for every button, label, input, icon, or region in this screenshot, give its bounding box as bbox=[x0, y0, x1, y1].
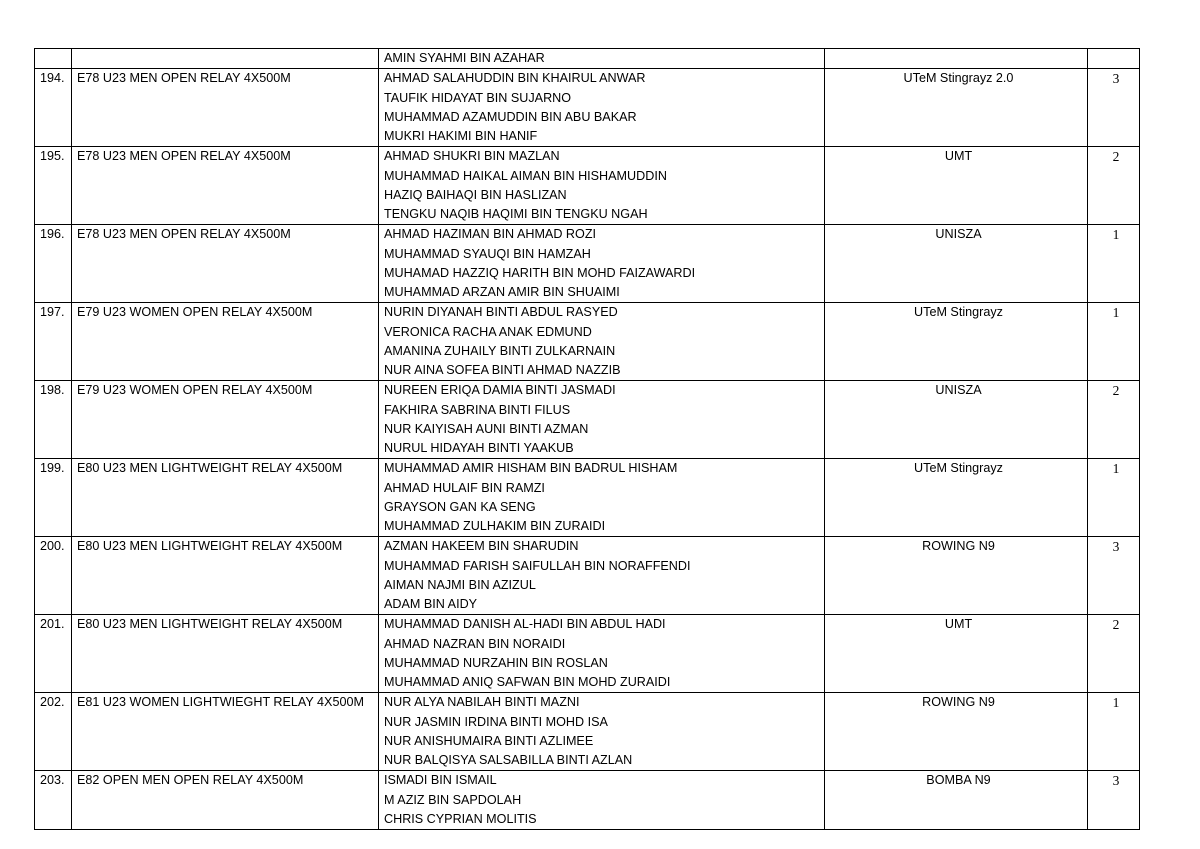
crew-member-name: MUHAMMAD FARISH SAIFULLAH BIN NORAFFENDI bbox=[384, 558, 691, 573]
placing-cell: 2 bbox=[1088, 615, 1140, 693]
event-cell: E82 OPEN MEN OPEN RELAY 4X500M bbox=[72, 771, 379, 830]
table-row bbox=[35, 381, 1140, 459]
team-cell: UTeM Stingrayz 2.0 bbox=[825, 69, 1088, 147]
team-cell: UMT bbox=[825, 147, 1088, 225]
table-row bbox=[35, 537, 1140, 615]
team-cell bbox=[825, 49, 1088, 69]
event-cell bbox=[72, 49, 379, 69]
table-row bbox=[35, 615, 1140, 693]
row-number-cell: 202. bbox=[35, 693, 72, 771]
event-cell: E80 U23 MEN LIGHTWEIGHT RELAY 4X500M bbox=[72, 615, 379, 693]
crew-member-name: MUHAMMAD NURZAHIN BIN ROSLAN bbox=[384, 655, 608, 670]
row-number-cell: 195. bbox=[35, 147, 72, 225]
crew-member-name: TAUFIK HIDAYAT BIN SUJARNO bbox=[384, 90, 572, 105]
crew-member-name: AIMAN NAJMI BIN AZIZUL bbox=[384, 577, 536, 592]
results-table bbox=[34, 48, 1140, 830]
crew-member-name: MUHAMMAD DANISH AL-HADI BIN ABDUL HADI bbox=[384, 617, 666, 632]
event-cell: E81 U23 WOMEN LIGHTWIEGHT RELAY 4X500M bbox=[72, 693, 379, 771]
crew-member-name: MUKRI HAKIMI BIN HANIF bbox=[384, 129, 538, 143]
crew-member-name: NURUL HIDAYAH BINTI YAAKUB bbox=[384, 441, 574, 455]
team-cell: BOMBA N9 bbox=[825, 771, 1088, 830]
crew-member-name: NUR JASMIN IRDINA BINTI MOHD ISA bbox=[384, 714, 608, 729]
placing-cell: 3 bbox=[1088, 537, 1140, 615]
team-cell: UMT bbox=[825, 615, 1088, 693]
table-row bbox=[35, 693, 1140, 771]
table-row bbox=[35, 69, 1140, 147]
placing-cell: 2 bbox=[1088, 147, 1140, 225]
crew-member-name: CHRIS CYPRIAN MOLITIS bbox=[384, 811, 537, 826]
placing-cell: 1 bbox=[1088, 693, 1140, 771]
row-number-cell: 198. bbox=[35, 381, 72, 459]
crew-member-name: NUREEN ERIQA DAMIA BINTI JASMADI bbox=[384, 383, 616, 398]
placing-cell: 3 bbox=[1088, 771, 1140, 830]
crew-member-name: NUR ANISHUMAIRA BINTI AZLIMEE bbox=[384, 733, 594, 748]
placing-cell: 1 bbox=[1088, 459, 1140, 537]
row-number-cell: 203. bbox=[35, 771, 72, 830]
crew-names-cell bbox=[379, 693, 825, 771]
table-row bbox=[35, 147, 1140, 225]
crew-member-name: AHMAD NAZRAN BIN NORAIDI bbox=[384, 636, 566, 651]
placing-cell bbox=[1088, 49, 1140, 69]
crew-member-name: MUHAMMAD HAIKAL AIMAN BIN HISHAMUDDIN bbox=[384, 168, 667, 183]
table-row-carry-over bbox=[35, 49, 1140, 69]
placing-cell: 3 bbox=[1088, 69, 1140, 147]
crew-member-name: MUHAMMAD ARZAN AMIR BIN SHUAIMI bbox=[384, 285, 620, 299]
crew-names-cell bbox=[379, 459, 825, 537]
crew-names-cell bbox=[379, 147, 825, 225]
crew-names-cell bbox=[379, 225, 825, 303]
event-cell: E79 U23 WOMEN OPEN RELAY 4X500M bbox=[72, 381, 379, 459]
crew-member-name: NUR KAIYISAH AUNI BINTI AZMAN bbox=[384, 421, 589, 436]
crew-member-name: ADAM BIN AIDY bbox=[384, 597, 478, 611]
crew-member-name: NURIN DIYANAH BINTI ABDUL RASYED bbox=[384, 305, 618, 320]
event-cell: E78 U23 MEN OPEN RELAY 4X500M bbox=[72, 225, 379, 303]
placing-cell: 2 bbox=[1088, 381, 1140, 459]
team-cell: UTeM Stingrayz bbox=[825, 303, 1088, 381]
crew-names-cell bbox=[379, 303, 825, 381]
results-table-body bbox=[35, 49, 1140, 830]
crew-member-name: AMIN SYAHMI BIN AZAHAR bbox=[384, 51, 545, 65]
crew-member-name: MUHAMAD HAZZIQ HARITH BIN MOHD FAIZAWARDI bbox=[384, 265, 696, 280]
crew-member-name: NUR BALQISYA SALSABILLA BINTI AZLAN bbox=[384, 753, 633, 767]
crew-member-name: AZMAN HAKEEM BIN SHARUDIN bbox=[384, 539, 579, 554]
crew-member-name: M AZIZ BIN SAPDOLAH bbox=[384, 792, 522, 807]
team-cell: ROWING N9 bbox=[825, 693, 1088, 771]
row-number-cell: 199. bbox=[35, 459, 72, 537]
row-number-cell: 201. bbox=[35, 615, 72, 693]
crew-member-name: MUHAMMAD AZAMUDDIN BIN ABU BAKAR bbox=[384, 109, 637, 124]
crew-names-cell bbox=[379, 615, 825, 693]
table-row bbox=[35, 459, 1140, 537]
event-cell: E78 U23 MEN OPEN RELAY 4X500M bbox=[72, 147, 379, 225]
event-cell: E80 U23 MEN LIGHTWEIGHT RELAY 4X500M bbox=[72, 537, 379, 615]
crew-names-cell bbox=[379, 537, 825, 615]
row-number-cell: 197. bbox=[35, 303, 72, 381]
table-row bbox=[35, 771, 1140, 830]
event-cell: E78 U23 MEN OPEN RELAY 4X500M bbox=[72, 69, 379, 147]
crew-member-name: AHMAD HULAIF BIN RAMZI bbox=[384, 480, 545, 495]
crew-member-name: AHMAD SALAHUDDIN BIN KHAIRUL ANWAR bbox=[384, 71, 646, 86]
team-cell: UNISZA bbox=[825, 381, 1088, 459]
crew-member-name: VERONICA RACHA ANAK EDMUND bbox=[384, 324, 592, 339]
crew-member-name: GRAYSON GAN KA SENG bbox=[384, 499, 536, 514]
team-cell: UNISZA bbox=[825, 225, 1088, 303]
crew-member-name: MUHAMMAD ANIQ SAFWAN BIN MOHD ZURAIDI bbox=[384, 675, 671, 689]
crew-member-name: FAKHIRA SABRINA BINTI FILUS bbox=[384, 402, 571, 417]
event-cell: E80 U23 MEN LIGHTWEIGHT RELAY 4X500M bbox=[72, 459, 379, 537]
placing-cell: 1 bbox=[1088, 303, 1140, 381]
crew-names-cell bbox=[379, 381, 825, 459]
crew-member-name: MUHAMMAD ZULHAKIM BIN ZURAIDI bbox=[384, 519, 606, 533]
crew-member-name: NUR ALYA NABILAH BINTI MAZNI bbox=[384, 695, 580, 710]
crew-member-name: AHMAD SHUKRI BIN MAZLAN bbox=[384, 149, 560, 164]
crew-member-name: HAZIQ BAIHAQI BIN HASLIZAN bbox=[384, 187, 567, 202]
row-number-cell: 196. bbox=[35, 225, 72, 303]
table-row bbox=[35, 225, 1140, 303]
table-row bbox=[35, 303, 1140, 381]
placing-cell: 1 bbox=[1088, 225, 1140, 303]
crew-names-cell bbox=[379, 69, 825, 147]
row-number-cell: 194. bbox=[35, 69, 72, 147]
crew-member-name: MUHAMMAD AMIR HISHAM BIN BADRUL HISHAM bbox=[384, 461, 678, 476]
crew-member-name: ISMADI BIN ISMAIL bbox=[384, 773, 497, 788]
row-number-cell: 200. bbox=[35, 537, 72, 615]
event-cell: E79 U23 WOMEN OPEN RELAY 4X500M bbox=[72, 303, 379, 381]
crew-names-cell bbox=[379, 771, 825, 830]
team-cell: UTeM Stingrayz bbox=[825, 459, 1088, 537]
crew-member-name: TENGKU NAQIB HAQIMI BIN TENGKU NGAH bbox=[384, 207, 648, 221]
crew-member-name: AHMAD HAZIMAN BIN AHMAD ROZI bbox=[384, 227, 597, 242]
crew-member-name: MUHAMMAD SYAUQI BIN HAMZAH bbox=[384, 246, 591, 261]
crew-names-cell bbox=[379, 49, 825, 69]
team-cell: ROWING N9 bbox=[825, 537, 1088, 615]
row-number-cell bbox=[35, 49, 72, 69]
crew-member-name: AMANINA ZUHAILY BINTI ZULKARNAIN bbox=[384, 343, 616, 358]
crew-member-name: NUR AINA SOFEA BINTI AHMAD NAZZIB bbox=[384, 363, 621, 377]
